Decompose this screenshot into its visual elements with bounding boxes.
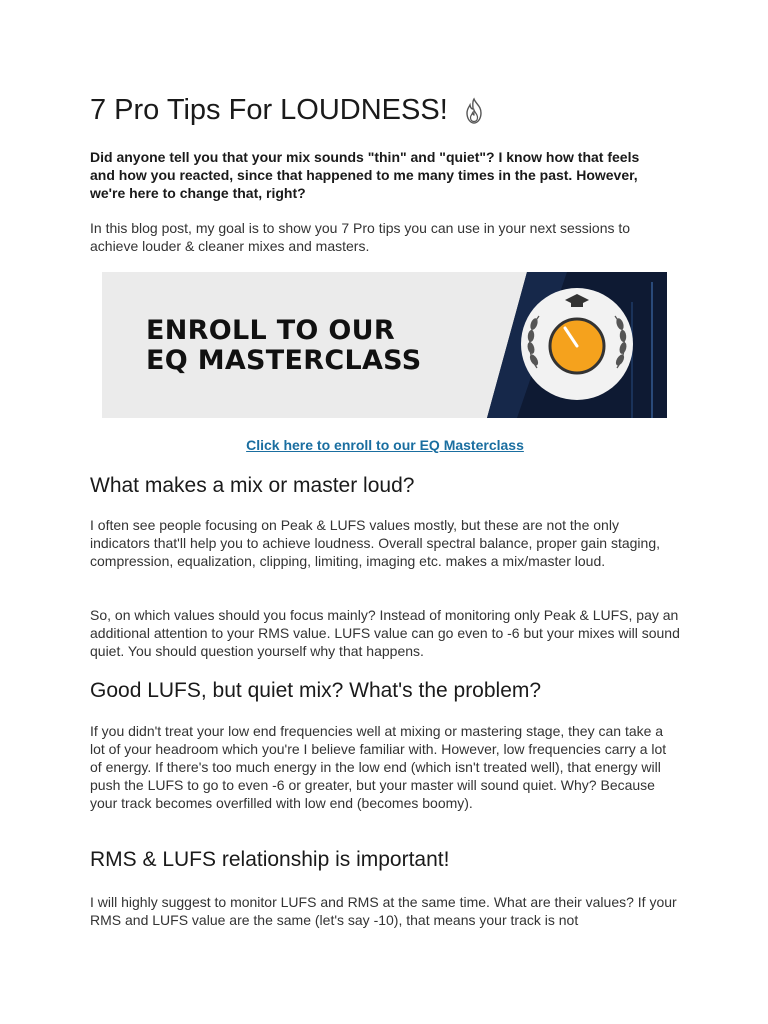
- article-title: [90, 94, 486, 127]
- article-title-text: 7 Pro Tips For LOUDNESS!: [90, 94, 448, 126]
- section-paragraph: So, on which values should you focus mainly? Instead of monitoring only Peak & LUFS, pay an additional attention to your RMS value. LUFS value can go even to -6 but your mixes will sound quiet. You should question yourself why that happens.: [90, 607, 680, 659]
- section-paragraph: I often see people focusing on Peak & LUFS values mostly, but these are not the only indicators that'll help you to achieve loudness. Overall spectral balance, proper gain staging, compression, equalization, clipping, limiting, imaging etc. makes a mix/master loud.: [90, 517, 661, 569]
- banner-headline-line1: ENROLL TO OUR: [146, 315, 395, 346]
- section-heading: Good LUFS, but quiet mix? What's the problem?: [90, 679, 542, 702]
- banner-headline: [146, 316, 421, 376]
- intro-paragraph: In this blog post, my goal is to show you 7 Pro tips you can use in your next sessions to achieve louder & cleaner mixes and masters.: [90, 220, 631, 254]
- section-paragraph: I will highly suggest to monitor LUFS and RMS at the same time. What are their values? If your RMS and LUFS value are the same (let's say -10), that means your track is not: [90, 894, 677, 928]
- fire-icon: [462, 97, 486, 125]
- enroll-link[interactable]: Click here to enroll to our EQ Masterclass: [246, 437, 524, 453]
- masterclass-banner[interactable]: [102, 272, 667, 418]
- masterclass-badge-icon: [457, 272, 667, 418]
- intro-bold-paragraph: Did anyone tell you that your mix sounds "thin" and "quiet"? I know how that feels and how you reacted, since that happened to me many times in the past. However, we're here to change that, right?: [90, 149, 640, 201]
- section-paragraph: If you didn't treat your low end frequencies well at mixing or mastering stage, they can take a lot of your headroom which you're I believe familiar with. However, low frequencies carry a lot of energy. If there's too much energy in the low end (which isn't treated well), that energy will push the LUFS to go to even -6 or greater, but your master will sound quiet. Why? Because your track becomes overfilled with low end (becomes boomy).: [90, 723, 667, 811]
- banner-headline-line2: EQ MASTERCLASS: [146, 345, 422, 376]
- section-heading: What makes a mix or master loud?: [90, 474, 415, 497]
- section-heading: RMS & LUFS relationship is important!: [90, 848, 450, 871]
